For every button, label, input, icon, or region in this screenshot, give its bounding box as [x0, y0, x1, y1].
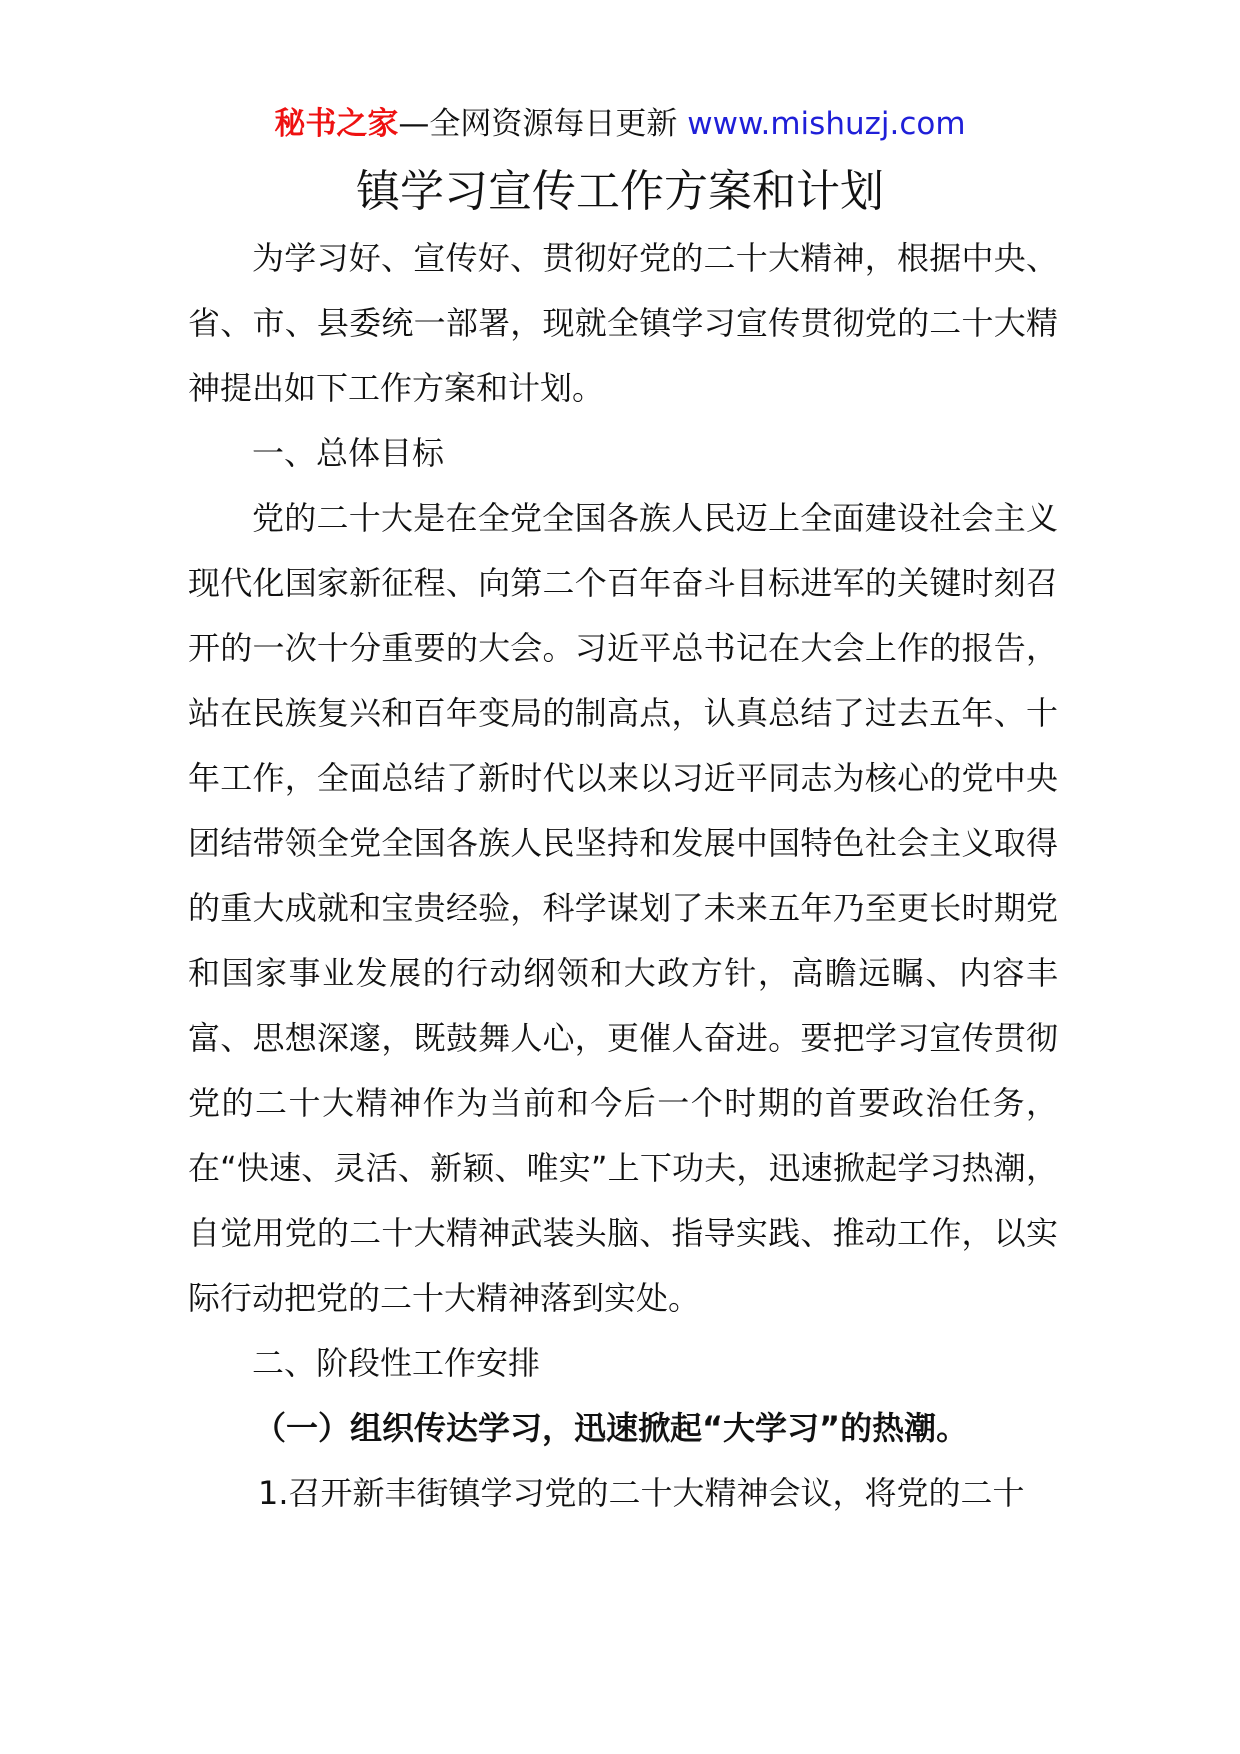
intro-paragraph: 为学习好、宣传好、贯彻好党的二十大精神，根据中央、省、市、县委统一部署，现就全镇学习宣传贯彻党的二十大精神提出如下工作方案和计划。 [188, 239, 1058, 407]
subsection-heading-1: （一）组织传达学习，迅速掀起“大学习”的热潮。 [254, 1409, 969, 1447]
section-heading-1: 一、总体目标 [252, 434, 445, 472]
section-heading-2: 二、阶段性工作安排 [252, 1344, 541, 1382]
section-1-paragraph: 党的二十大是在全党全国各族人民迈上全面建设社会主义现代化国家新征程、向第二个百年奋斗目标进军的关键时刻召开的一次十分重要的大会。习近平总书记在大会上作的报告，站在民族复兴和百年变局的制高点，认真总结了过去五年、十年工作，全面总结了新时代以来以习近平同志为核心的党中央团结带领全党全国各族人民坚持和发展中国特色社会主义取得的重大成就和宝贵经验，科学谋划了未来五年乃至更长时期党和国家事业发展的行动纲领和大政方针，高瞻远瞩、内容丰富、思想深邃，既鼓舞人心，更催人奋进。要把学习宣传贯彻党的二十大精神作为当前和今后一个时期的首要政治任务，在“快速、灵活、新颖、唯实”上下功夫，迅速掀起学习热潮，自觉用党的二十大精神武装头脑、指导实践、推动工作，以实际行动把党的二十大精神落到实处。 [188, 499, 1058, 1317]
document-title: 镇学习宣传工作方案和计划 [356, 166, 884, 217]
watermark-header [0, 100, 1240, 148]
header-brand: 秘书之家 [274, 106, 399, 142]
header-site-url[interactable]: www.mishuzj.com [687, 106, 966, 142]
document-body [188, 226, 1058, 1526]
list-item-1: 1.召开新丰街镇学习党的二十大精神会议，将党的二十 [258, 1474, 1025, 1512]
header-tagline: —全网资源每日更新 [398, 106, 688, 142]
